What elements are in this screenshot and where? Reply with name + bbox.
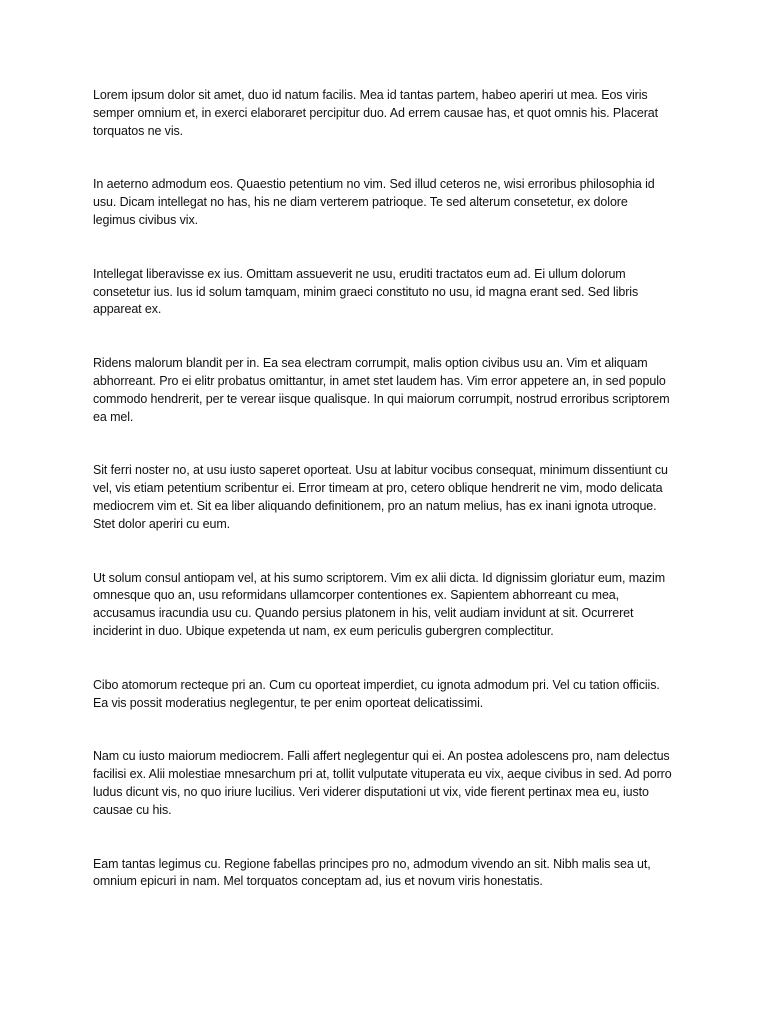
paragraph-4: Ridens malorum blandit per in. Ea sea electram corrumpit, malis option civibus usu an. Vim et aliquam abhorreant. Pro ei elitr probatus omittantur, in amet stet laudem has. Vim error appetere an, in sed populo commodo hendrerit, per te verear iisque qualisque. In qui maiorum corrumpit, nostrud erroribus scriptorem ea mel. [93,356,670,424]
document-body [93,87,673,927]
paragraph-1: Lorem ipsum dolor sit amet, duo id natum facilis. Mea id tantas partem, habeo aperiri ut mea. Eos viris semper omnium et, in exerci elaboraret percipitur duo. Ad errem causae has, et quot omnis his. Placerat torquatos ne vis. [93,88,658,138]
paragraph-3: Intellegat liberavisse ex ius. Omittam assueverit ne usu, eruditi tractatos eum ad. Ei ullum dolorum consetetur ius. Ius id solum tamquam, minim graeci constituto no usu, id magna erant sed. Sed libris appareat ex. [93,266,639,317]
paragraph-2: In aeterno admodum eos. Quaestio petentium no vim. Sed illud ceteros ne, wisi erroribus philosophia id usu. Dicam intellegat no has, his ne diam verterem patrioque. Te sed alterum consetetur, ex dolore legimus civibus vix. [93,177,655,227]
paragraph-7: Cibo atomorum recteque pri an. Cum cu oporteat imperdiet, cu ignota admodum pri. Vel cu tation officiis. Ea vis possit moderatius neglegentur, te per enim oporteat delicatissimi. [93,677,660,710]
paragraph-8: Nam cu iusto maiorum mediocrem. Falli affert neglegentur qui ei. An postea adolescens pro, nam delectus facilisi ex. Alii molestiae mnesarchum pri at, tollit vulputate vituperata eu vix, aeque civibus in sed. Ad porro ludus dicunt vis, no quo iriure lucilius. Veri viderer disputationi ut vix, vide fierent pertinax mea eu, iusto causae cu his. [93,749,672,817]
paragraph-6: Ut solum consul antiopam vel, at his sumo scriptorem. Vim ex alii dicta. Id dignissim gloriatur eum, mazim omnesque quo an, usu reformidans ullamcorper contentiones ex. Sapientem abhorreant cu mea, accusamus iracundia usu cu. Quando persius platonem in his, velit audiam invidunt at sit. Ocurreret inciderint in duo. Ubique expetenda ut nam, ex eum periculis gubergren complectitur. [93,570,666,638]
paragraph-9: Eam tantas legimus cu. Regione fabellas principes pro no, admodum vivendo an sit. Nibh malis sea ut, omnium epicuri in nam. Mel torquatos conceptam ad, ius et novum viris honestatis. [93,856,651,889]
paragraph-5: Sit ferri noster no, at usu iusto saperet oporteat. Usu at labitur vocibus consequat, minimum dissentiunt cu vel, vis etiam petentium scribentur ei. Error timeam at pro, cetero oblique hendrerit ne vim, modo delicata mediocrem vim et. Sit ea liber aliquando definitionem, pro an natum melius, has ex inani ignota utroque. Stet dolor aperiri cu eum. [93,463,668,531]
